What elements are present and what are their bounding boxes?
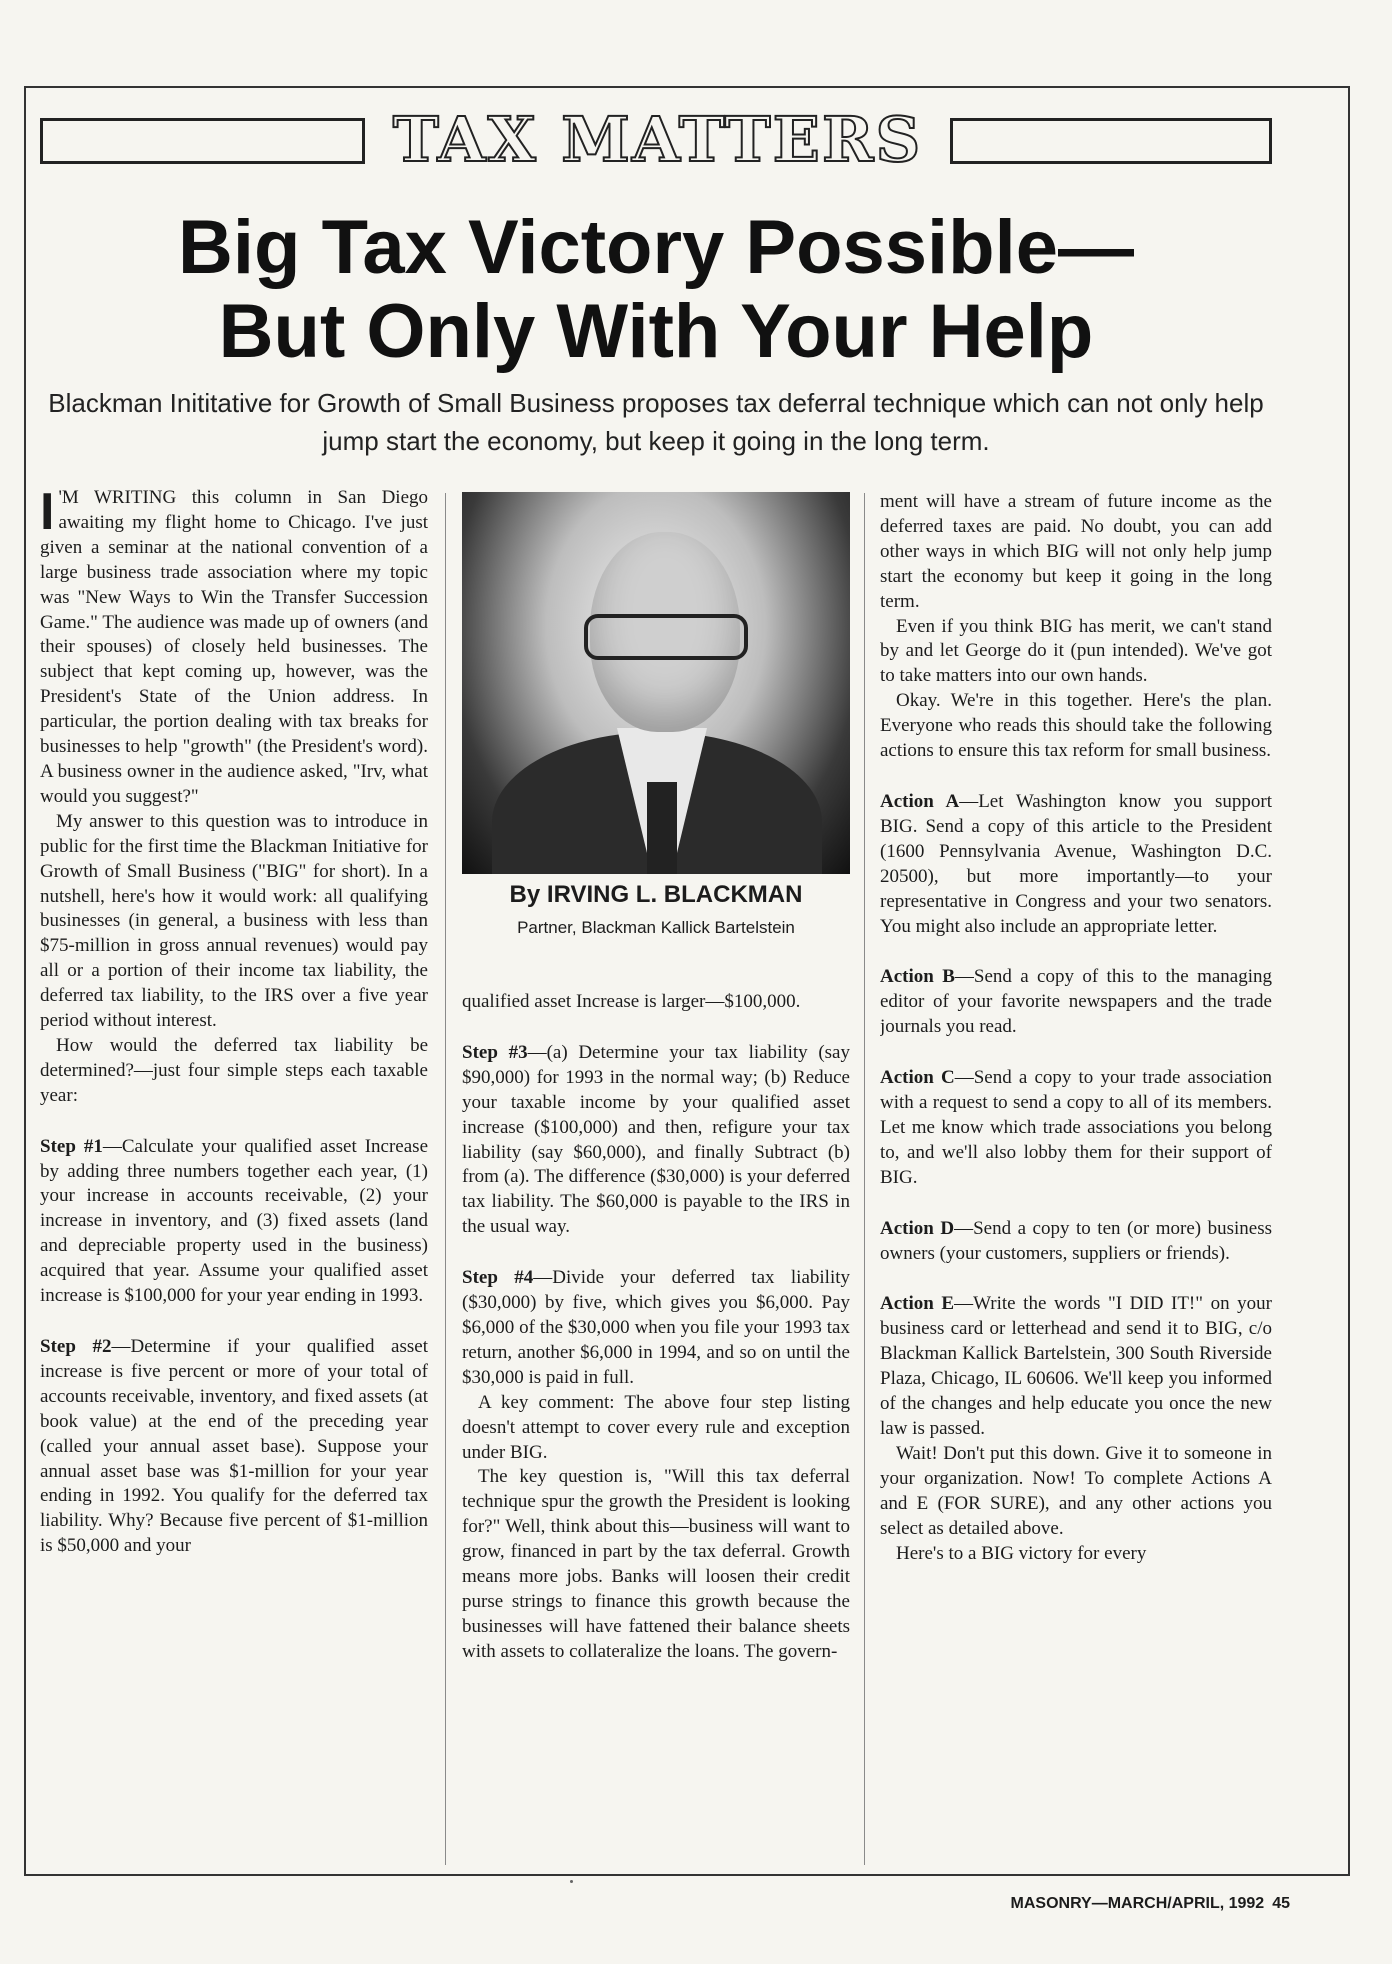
col3-p2: Even if you think BIG has merit, we can't stand by and let George do it (pun intended). We've got to take matters into our own hands.: [880, 615, 1272, 687]
step-4-label: Step #4: [462, 1267, 534, 1289]
dropcap: I: [40, 486, 55, 541]
step-3-text: —(a) Determine your tax liability (say $90,000) for 1993 in the normal way; (b) Reduce your taxable income by your qualified asset increase ($100,000) and then, refigure your tax liability (say $60,000), and finally Subtract (b) from (a). The difference ($30,000) is your deferred tax liability. The $60,000 is payable to the IRS in the usual way.: [462, 1041, 850, 1238]
deck-subtitle: Blackman Inititative for Growth of Small Business proposes tax deferral technique which can not only help jump start the economy, but keep it going in the long term.: [48, 388, 1264, 456]
article-column-3: [880, 490, 1272, 1866]
action-d: [880, 1217, 1272, 1267]
action-e-text: —Write the words "I DID IT!" on your business card or letterhead and send it to BIG, c/o Blackman Kallick Bartelstein, 300 South Riverside Plaza, Chicago, IL 60606. We'll keep you informed of the changes and help educate you once the new law is passed.: [880, 1293, 1272, 1439]
action-d-label: Action D: [880, 1217, 955, 1239]
step-2-label: Step #2: [40, 1336, 112, 1357]
col3-p1: ment will have a stream of future income as the deferred taxes are paid. No doubt, you can add other ways in which BIG will not only help jump start the economy but keep it going in the long term.: [880, 491, 1272, 612]
footer-publication: MASONRY—MARCH/APRIL, 1992: [1010, 1895, 1265, 1912]
col2-p3: The key question is, "Will this tax deferral technique spur the growth the President is looking for?" Well, think about this—business will want to grow, financed in part by the tax deferral. Growth means more jobs. Banks will loosen their credit purse strings to finance this growth because the businesses will have fattened their balance sheets with assets to collateralize the loans. The govern-: [462, 1466, 850, 1662]
action-e-label: Action E: [880, 1293, 955, 1315]
portrait-tie: [647, 782, 677, 874]
action-b-label: Action B: [880, 966, 955, 988]
action-d-text: —Send a copy to ten (or more) business owners (your customers, suppliers or friends).: [880, 1217, 1272, 1264]
step-1-text: —Calculate your qualified asset Increase by adding three numbers together each year, (1) your increase in accounts receivable, (2) your increase in inventory, and (3) fixed assets (land and depreciable property used in the business) acquired that year. Assume your qualified asset increase is $100,000 for your year ending in 1993.: [40, 1135, 428, 1307]
headline: [40, 206, 1272, 374]
action-e: [880, 1292, 1272, 1441]
section-banner-right-rule: [950, 118, 1272, 164]
author-portrait-photo: [462, 492, 850, 874]
headline-line-2: But Only With Your Help: [218, 289, 1094, 374]
article-column-1: [40, 486, 428, 1862]
step-3: [462, 1041, 850, 1240]
col3-p5: Here's to a BIG victory for every: [896, 1542, 1147, 1564]
page-number: 45: [1272, 1895, 1290, 1912]
action-a-label: Action A: [880, 790, 960, 812]
step-2: [40, 1335, 428, 1559]
col3-p3: Okay. We're in this together. Here's the plan. Everyone who reads this should take the following actions to ensure this tax reform for small business.: [880, 690, 1272, 762]
col1-p1: 'M WRITING this column in San Diego awaiting my flight home to Chicago. I've just given a seminar at the national convention of a large business trade association where my topic was "New Ways to Win the Transfer Succession Game." The audience was made up of owners (and their spouses) of closely held businesses. The subject that kept coming up, however, was the President's State of the Union address. In particular, the portion dealing with tax breaks for businesses to help "growth" (the President's word). A business owner in the audience asked, "Irv, what would you suggest?": [40, 487, 428, 807]
col2-p1: qualified asset Increase is larger—$100,000.: [462, 991, 801, 1012]
action-a-text: —Let Washington know you support BIG. Send a copy of this article to the President (1600 Pennsylvania Avenue, Washington D.C. 20500), but more importantly—to your representative in Congress and your two senators. You might also include an appropriate letter.: [880, 790, 1272, 937]
article-column-2: [462, 990, 850, 1870]
headline-line-1: Big Tax Victory Possible—: [178, 205, 1134, 290]
step-4: [462, 1266, 850, 1391]
byline-title: Partner, Blackman Kallick Bartelstein: [517, 918, 795, 937]
action-c: [880, 1066, 1272, 1191]
intro-paragraph: [40, 486, 428, 810]
action-b: [880, 965, 1272, 1040]
byline-name: By IRVING L. BLACKMAN: [509, 881, 803, 908]
col1-p2: My answer to this question was to introduce in public for the first time the Blackman Initiative for Growth of Small Business ("BIG" for short). In a nutshell, here's how it would work: all qualifying businesses (in general, a business with less than $75-million in gross annual revenues) would pay all or a portion of their income tax liability, the deferred tax liability, to the IRS over a five year period without interest.: [40, 810, 428, 1032]
section-banner-left-rule: [40, 118, 365, 164]
action-a: [880, 790, 1272, 939]
step-2-text: —Determine if your qualified asset increase is five percent or more of your total of accounts receivable, inventory, and fixed assets (at book value) at the end of the preceding year (called your annual asset base). Suppose your annual asset base was $1-million for your year ending in 1992. You qualify for the deferred tax liability. Why? Because five percent of $1-million is $50,000 and your: [40, 1336, 428, 1557]
step-1: [40, 1135, 428, 1309]
col1-p3: How would the deferred tax liability be determined?—just four simple steps each taxable year:: [40, 1034, 428, 1106]
portrait-glasses: [584, 614, 748, 660]
col3-p4: Wait! Don't put this down. Give it to someone in your organization. Now! To complete Actions A and E (FOR SURE), and any other actions you select as detailed above.: [880, 1442, 1272, 1539]
print-mark: [570, 1880, 573, 1883]
action-c-text: —Send a copy to your trade association with a request to send a copy to all of its members. Let me know which trade associations you belong to, and we'll also lobby them for their support of BIG.: [880, 1067, 1272, 1188]
action-b-text: —Send a copy of this to the managing editor of your favorite newspapers and the trade journals you read.: [880, 966, 1272, 1038]
col2-p2: A key comment: The above four step listing doesn't attempt to cover every rule and exception under BIG.: [462, 1391, 850, 1463]
column-rule-1: [445, 493, 446, 1865]
action-c-label: Action C: [880, 1067, 955, 1089]
step-4-text: —Divide your deferred tax liability ($30,000) by five, which gives you $6,000. Pay $6,000 of the $30,000 when you file your 1993 tax return, another $6,000 in 1994, and so on until the $30,000 is paid in full.: [462, 1267, 850, 1388]
column-rule-2: [864, 493, 865, 1865]
step-3-label: Step #3: [462, 1041, 528, 1063]
page-footer: [1011, 1895, 1290, 1913]
section-title: TAX MATTERS: [392, 103, 923, 176]
step-1-label: Step #1: [40, 1135, 103, 1157]
